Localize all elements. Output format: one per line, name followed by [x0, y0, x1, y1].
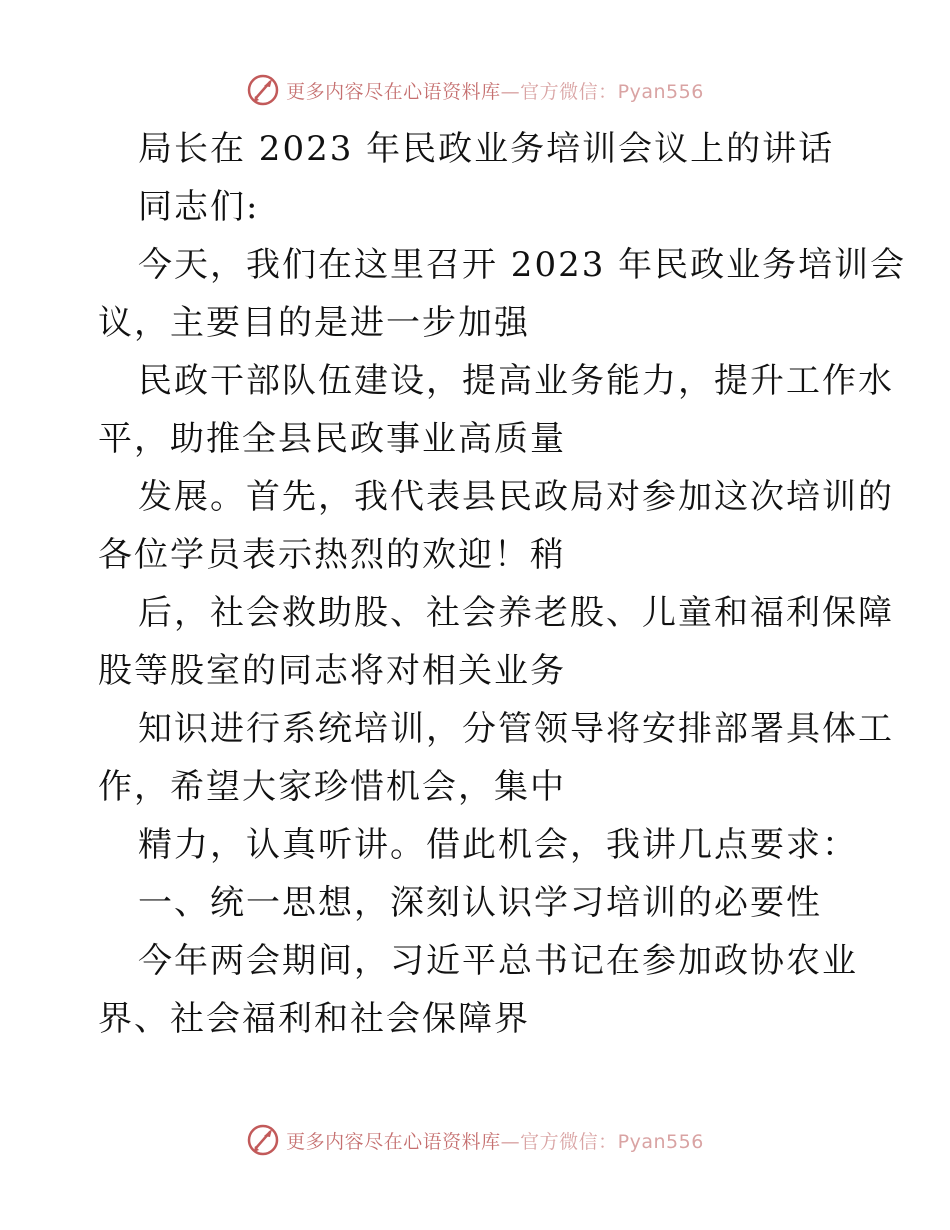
paragraph-line: 后，社会救助股、社会养老股、儿童和福利保障 [138, 593, 894, 633]
paragraph-line: 平，助推全县民政事业高质量 [98, 419, 566, 459]
paragraph-line: 知识进行系统培训，分管领导将安排部署具体工 [138, 709, 894, 749]
header-banner-text: 更多内容尽在心语资料库—官方微信：Pyan556 [286, 80, 704, 103]
paragraph-line: 股等股室的同志将对相关业务 [98, 651, 566, 691]
footer-banner [0, 1120, 950, 1160]
paragraph-line: 界、社会福利和社会保障界 [98, 999, 530, 1039]
paragraph-line: 民政干部队伍建设，提高业务能力，提升工作水 [138, 361, 894, 401]
paragraph-line: 今年两会期间，习近平总书记在参加政协农业 [138, 941, 858, 981]
document-body [98, 120, 907, 1048]
paragraph-line: 今天，我们在这里召开 2023 年民政业务培训会 [138, 245, 907, 285]
paragraph-line: 发展。首先，我代表县民政局对参加这次培训的 [138, 477, 894, 517]
paragraph-line: 一、统一思想，深刻认识学习培训的必要性 [138, 883, 822, 923]
paragraph-line: 作，希望大家珍惜机会，集中 [98, 767, 566, 807]
feather-pen-logo-icon [246, 1123, 280, 1157]
paragraph-line: 各位学员表示热烈的欢迎！稍 [98, 535, 566, 575]
document-title: 局长在 2023 年民政业务培训会议上的讲话 [138, 129, 835, 169]
paragraph-line: 同志们: [138, 187, 260, 227]
feather-pen-logo-icon [246, 73, 280, 107]
footer-banner-text: 更多内容尽在心语资料库—官方微信：Pyan556 [286, 1130, 704, 1153]
header-banner [0, 70, 950, 110]
paragraph-line: 议，主要目的是进一步加强 [98, 303, 530, 343]
paragraph-line: 精力，认真听讲。借此机会，我讲几点要求： [138, 825, 858, 865]
